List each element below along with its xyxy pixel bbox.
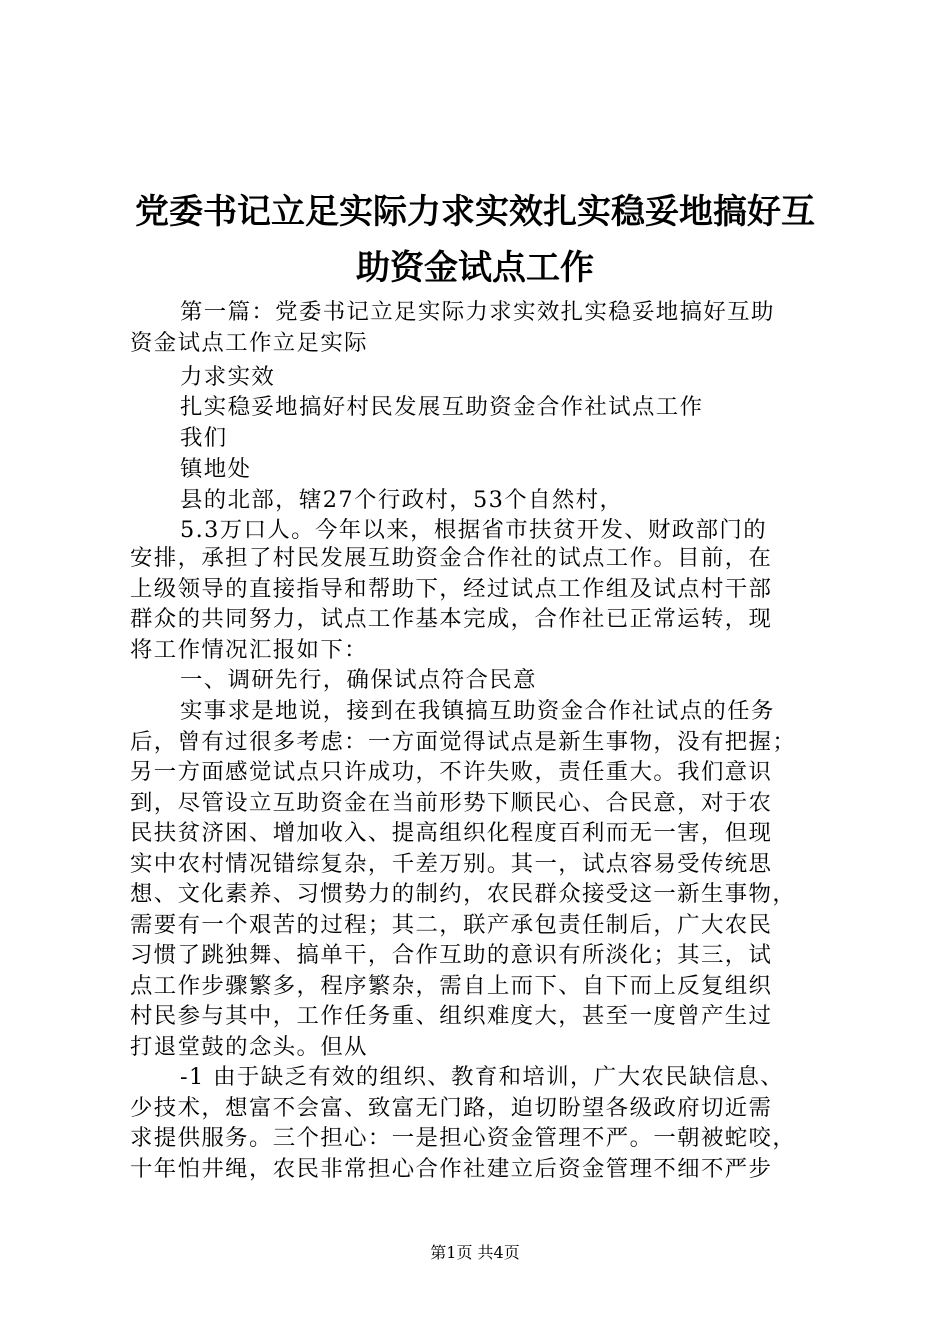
body-line: 扎实稳妥地搞好村民发展互助资金合作社试点工作 [180,394,704,420]
page-footer [0,1243,950,1263]
body-line: 县的北部，辖27个行政村，53个自然村， [180,487,624,513]
document-title-line-1: 党委书记立足实际力求实效扎实稳妥地搞好互 [135,192,815,232]
body-line: 实事求是地说，接到在我镇搞互助资金合作社试点的任务 [180,698,775,724]
body-line: 打退堂鼓的念头。但从 [130,1034,368,1060]
page-number-label: 第1页 共4页 [430,1243,520,1262]
body-line: 实中农村情况错综复杂，千差万别。其一，试点容易受传统思 [130,851,773,877]
document-title-line-2: 助资金试点工作 [356,248,594,288]
body-line: 第一篇：党委书记立足实际力求实效扎实稳妥地搞好互助 [180,299,775,325]
body-line: 想、文化素养、习惯势力的制约，农民群众接受这一新生事物， [130,881,797,907]
body-line: 十年怕井绳，农民非常担心合作社建立后资金管理不细不严步 [130,1156,773,1182]
body-line: 资金试点工作立足实际 [130,330,368,356]
body-line: 民扶贫济困、增加收入、提高组织化程度百利而无一害，但现 [130,820,773,846]
body-line: 到，尽管设立互助资金在当前形势下顺民心、合民意，对于农 [130,790,773,816]
body-line: 后，曾有过很多考虑：一方面觉得试点是新生事物，没有把握； [130,729,797,755]
body-line: 少技术，想富不会富、致富无门路，迫切盼望各级政府切近需 [130,1095,773,1121]
body-line: 群众的共同努力，试点工作基本完成，合作社已正常运转，现 [130,606,773,632]
section-heading: 一、调研先行，确保试点符合民意 [180,667,537,693]
body-line: 点工作步骤繁多，程序繁杂，需自上而下、自下而上反复组织 [130,973,773,999]
body-line: 村民参与其中，工作任务重、组织难度大，甚至一度曾产生过 [130,1003,773,1029]
body-line: 安排，承担了村民发展互助资金合作社的试点工作。目前，在 [130,545,773,571]
body-line: 求提供服务。三个担心：一是担心资金管理不严。一朝被蛇咬， [130,1125,797,1151]
body-line: 力求实效 [180,364,276,390]
body-line: 习惯了跳独舞、搞单干，合作互助的意识有所淡化；其三，试 [130,942,773,968]
body-line: 上级领导的直接指导和帮助下，经过试点工作组及试点村干部 [130,576,773,602]
body-line: 我们 [180,425,228,451]
body-line: 另一方面感觉试点只许成功，不许失败，责任重大。我们意识 [130,759,773,785]
body-line: 需要有一个艰苦的过程；其二，联产承包责任制后，广大农民 [130,912,773,938]
body-line: 镇地处 [180,456,252,482]
body-line: 将工作情况汇报如下： [130,637,368,663]
body-line: 5.3万口人。今年以来，根据省市扶贫开发、财政部门的 [180,517,767,543]
body-line: -1 由于缺乏有效的组织、教育和培训，广大农民缺信息、 [180,1064,785,1090]
